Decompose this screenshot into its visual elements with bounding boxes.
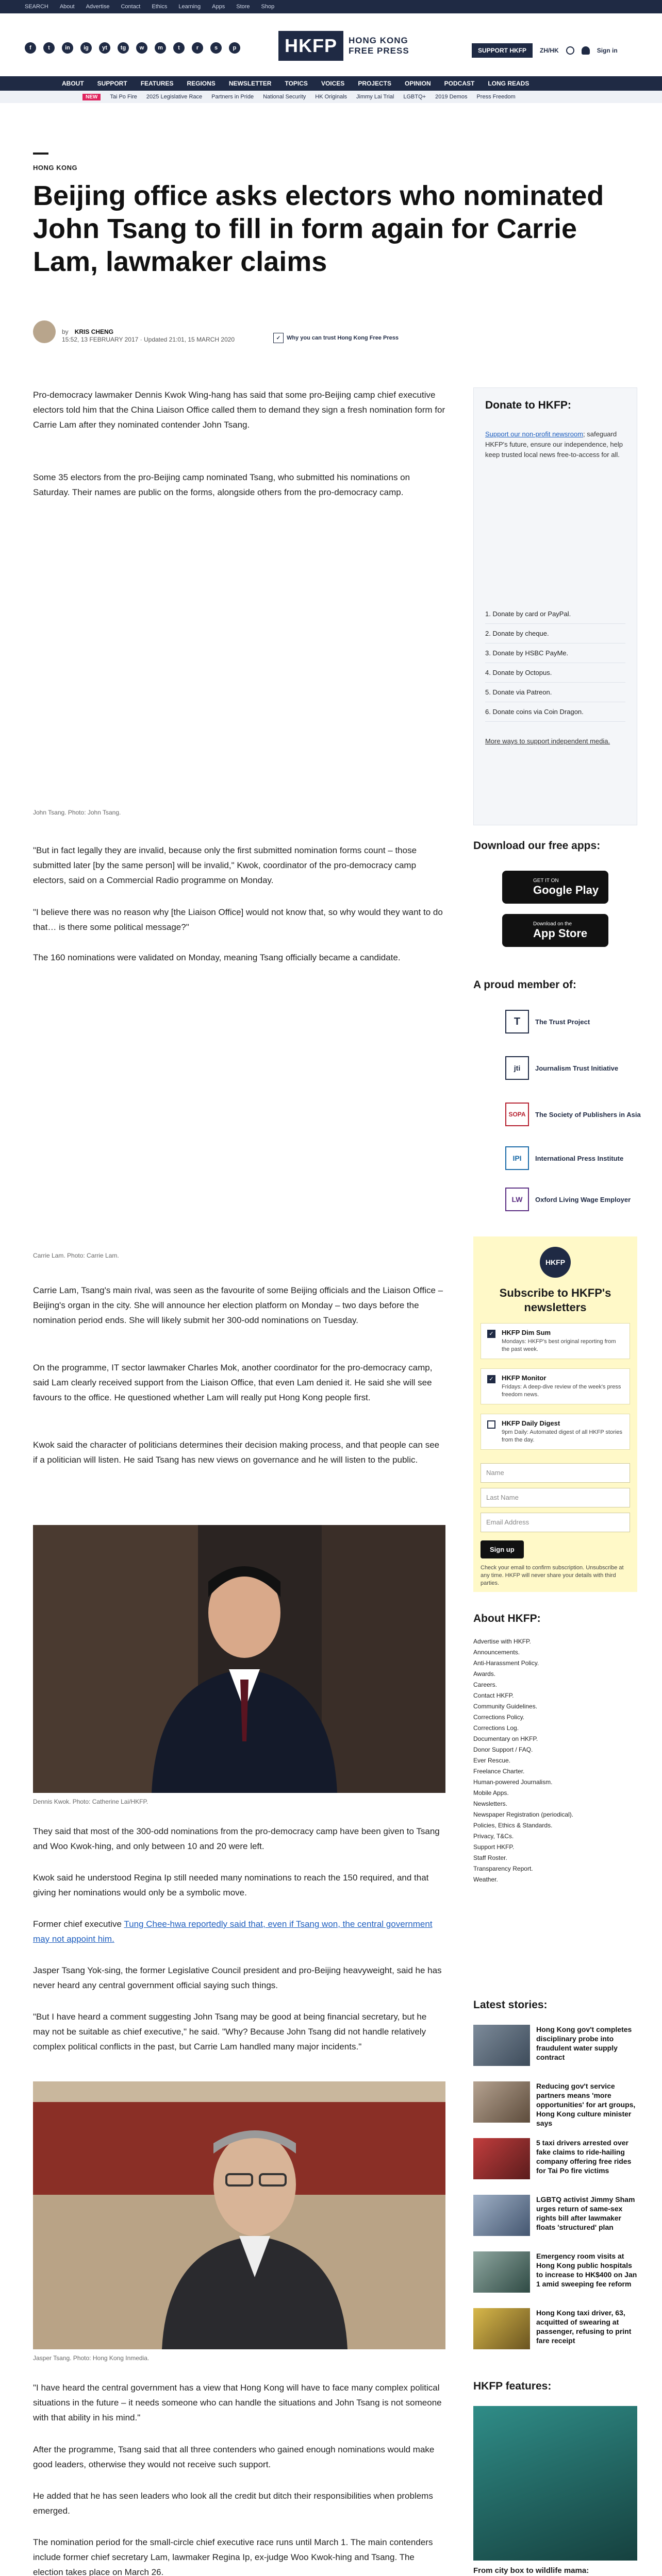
- learning-link[interactable]: Learning: [178, 4, 201, 10]
- story-thumbnail: [473, 2138, 530, 2179]
- new-badge: NEW: [82, 94, 101, 100]
- x-icon[interactable]: t: [43, 42, 55, 54]
- photo-john-tsang: [33, 520, 445, 799]
- ethics-link[interactable]: Ethics: [152, 4, 168, 10]
- sign-up-button[interactable]: Sign up: [481, 1540, 524, 1558]
- checkbox-unchecked-icon: [487, 1420, 495, 1429]
- about-link[interactable]: Donor Support / FAQ.: [473, 1746, 533, 1753]
- apps-title: Download our free apps:: [473, 840, 601, 852]
- about-link[interactable]: Corrections Policy.: [473, 1714, 525, 1721]
- mastodon-icon[interactable]: m: [155, 42, 166, 54]
- more-ways-link[interactable]: More ways to support independent media.: [485, 737, 610, 745]
- nav-support[interactable]: SUPPORT: [97, 80, 127, 87]
- feature-headline[interactable]: From city box to wildlife mama:: [473, 2566, 589, 2575]
- language-switch[interactable]: ZH/HK: [540, 47, 559, 54]
- contact-link[interactable]: Contact: [121, 4, 141, 10]
- youtube-icon[interactable]: yt: [99, 42, 110, 54]
- story-thumbnail: [473, 2081, 530, 2123]
- donate-option[interactable]: 4. Donate by Octopus.: [485, 663, 625, 683]
- donate-sidebar-box: [473, 387, 637, 825]
- sign-in-link[interactable]: Sign in: [597, 47, 618, 54]
- article-paragraph: Kwok said the character of politicians determines their decision making process, and that people can see if a politician will listen. He said Tsang has new views on governance and he will listen to the public.: [33, 1440, 440, 1465]
- nav-projects[interactable]: PROJECTS: [358, 80, 391, 87]
- newsletter-option-dim-sum[interactable]: ✓ HKFP Dim Sum Mondays: HKFP's best original reporting from the past week.: [481, 1323, 630, 1359]
- story-thumbnail: [473, 2025, 530, 2066]
- latest-story[interactable]: Hong Kong gov't completes disciplinary probe into fraudulent water supply contract: [473, 2025, 637, 2074]
- photo-dennis-kwok: [33, 1525, 445, 1793]
- about-link[interactable]: Corrections Log.: [473, 1724, 519, 1732]
- member-trust-project[interactable]: T The Trust Project: [505, 1010, 590, 1033]
- member-sopa[interactable]: SOPA The Society of Publishers in Asia: [505, 1103, 641, 1126]
- trust-project-logo: T: [505, 1010, 529, 1033]
- tung-chee-hwa-link[interactable]: Tung Chee-hwa reportedly said that, even if Tsang won, the central government may not appoint him.: [33, 1919, 433, 1944]
- donate-option[interactable]: 3. Donate by HSBC PayMe.: [485, 643, 625, 663]
- social-icons: [25, 42, 240, 54]
- article-paragraph: The nomination period for the small-circle chief executive race runs until March 1. The main contenders include former chief secretary Lam, lawmaker Regina Ip, ex-judge Woo Kwok-hing and Tsang. The election takes place on March 26.: [33, 2537, 433, 2576]
- latest-story[interactable]: Hong Kong taxi driver, 63, acquitted of swearing at passenger, refusing to print fare receipt: [473, 2308, 637, 2358]
- article-paragraph: Jasper Tsang Yok-sing, the former Legislative Council president and pro-Beijing heavyweight, said he has never heard any central government official saying such things.: [33, 1965, 442, 1990]
- whatsapp-icon[interactable]: w: [136, 42, 147, 54]
- article-paragraph: "I believe there was no reason why [the Liaison Office] would not know that, so why would they want to do that… is there some political message?": [33, 907, 443, 932]
- trending-link[interactable]: Tai Po Fire: [110, 94, 137, 100]
- checkbox-checked-icon: ✓: [487, 1375, 495, 1383]
- nav-newsletter[interactable]: NEWSLETTER: [228, 80, 272, 87]
- photo-caption: Jasper Tsang. Photo: Hong Kong Inmedia.: [33, 2354, 150, 2362]
- jti-logo: jti: [505, 1056, 529, 1080]
- about-link[interactable]: Weather.: [473, 1876, 498, 1883]
- logo-words: HONG KONG FREE PRESS: [349, 36, 409, 56]
- hkfp-badge-icon: HKFP: [540, 1247, 571, 1278]
- article-paragraph: Some 35 electors from the pro-Beijing camp nominated Tsang, who submitted his nominations on Saturday. Their names are public on the forms, alongside others from the pro-democracy camp.: [33, 472, 410, 497]
- article-title: Beijing office asks electors who nominated John Tsang to fill in form again for Carrie Lam, lawmaker claims: [33, 180, 604, 277]
- article-paragraph: After the programme, Tsang said that all three contenders who gained enough nominations would make good leaders, otherwise they would not receive such support.: [33, 2445, 435, 2469]
- user-icon[interactable]: [582, 46, 590, 55]
- trust-icon: ✓: [273, 333, 284, 343]
- article-paragraph: Carrie Lam, Tsang's main rival, was seen as the favourite of some Beijing officials and the Liaison Office – Beijing's organ in the city. She will announce her election platform on Monday – two days before the nomination period ends. She will likely submit her 300-odd nominations on Tuesday.: [33, 1285, 443, 1325]
- donate-title: Donate to HKFP:: [485, 399, 571, 411]
- latest-story[interactable]: Reducing gov't service partners means 'more opportunities' for art groups, Hong Kong culture minister says: [473, 2081, 637, 2131]
- features-title: HKFP features:: [473, 2380, 552, 2392]
- about-link[interactable]: Human-powered Journalism.: [473, 1778, 553, 1786]
- threads-icon[interactable]: t: [173, 42, 185, 54]
- nav-about[interactable]: ABOUT: [62, 80, 84, 87]
- support-hkfp-button[interactable]: SUPPORT HKFP: [472, 43, 533, 58]
- article-paragraph: Kwok said he understood Regina Ip still needed many nominations to reach the 150 required, and that giving her nominations would only be a symbolic move.: [33, 1873, 429, 1897]
- non-profit-link[interactable]: Support our non-profit newsroom: [485, 430, 584, 438]
- article-paragraph: "But I have heard a comment suggesting John Tsang may be good at being financial secretary, but he may not be suitable as chief executive," he said. "Why? Because John Tsang did not handle relatively complex political conflicts in the past, but Carrie Lam handled many major incidents.": [33, 2012, 427, 2052]
- donate-option[interactable]: 2. Donate by cheque.: [485, 624, 625, 643]
- about-link[interactable]: Transparency Report.: [473, 1865, 533, 1872]
- trending-link[interactable]: 2019 Demos: [435, 94, 468, 100]
- story-thumbnail: [473, 2195, 530, 2236]
- top-utility-bar: [0, 0, 662, 13]
- nav-voices[interactable]: VOICES: [321, 80, 345, 87]
- article-paragraph: They said that most of the 300-odd nominations from the pro-democracy camp have been given to Tsang and Woo Kwok-hing, and only between 10 and 20 were left.: [33, 1826, 440, 1851]
- nav-opinion[interactable]: OPINION: [405, 80, 431, 87]
- byline-prefix: by: [62, 328, 69, 335]
- store-link[interactable]: Store: [236, 4, 250, 10]
- name-input[interactable]: Name: [481, 1463, 630, 1483]
- member-living-wage[interactable]: LW Oxford Living Wage Employer: [505, 1188, 631, 1211]
- main-nav: [0, 76, 662, 91]
- latest-story[interactable]: Emergency room visits at Hong Kong public hospitals to increase to HK$400 on Jan 1 amid sweeping fee reform: [473, 2251, 637, 2301]
- byline: [33, 320, 235, 343]
- photo-caption: John Tsang. Photo: John Tsang.: [33, 809, 121, 816]
- telegram-icon[interactable]: tg: [118, 42, 129, 54]
- donate-intro: Support our non-profit newsroom; safeguard HKFP's future, ensure our independence, help keep trusted local news free-to-access for all.: [485, 430, 623, 459]
- about-link[interactable]: Support HKFP.: [473, 1843, 515, 1851]
- photo-caption: Dennis Kwok. Photo: Catherine Lai/HKFP.: [33, 1798, 148, 1805]
- trust-link[interactable]: [273, 333, 399, 343]
- facebook-icon[interactable]: f: [25, 42, 36, 54]
- donate-option[interactable]: 5. Donate via Patreon.: [485, 683, 625, 702]
- latest-story[interactable]: 5 taxi drivers arrested over fake claims to ride-hailing company offering free rides for Tai Po fire victims: [473, 2138, 637, 2188]
- trust-label: Why you can trust Hong Kong Free Press: [287, 335, 399, 341]
- trending-link[interactable]: LGBTQ+: [403, 94, 426, 100]
- apps-link[interactable]: Apps: [212, 4, 225, 10]
- about-link[interactable]: Mobile Apps.: [473, 1789, 509, 1797]
- ipi-logo: IPI: [505, 1146, 529, 1170]
- trending-link[interactable]: Jimmy Lai Trial: [356, 94, 394, 100]
- about-title: About HKFP:: [473, 1613, 541, 1624]
- newsletter-option-digest[interactable]: HKFP Daily Digest 9pm Daily: Automated digest of all HKFP stories from the day.: [481, 1414, 630, 1450]
- search-link[interactable]: SEARCH: [25, 4, 48, 10]
- rss-icon[interactable]: r: [192, 42, 203, 54]
- photo-jasper-tsang: [33, 2081, 445, 2349]
- article-paragraph: "But in fact legally they are invalid, because only the first submitted nomination forms count – those submitted later [by the same person] will be invalid," Kwok, coordinator of the pro-democracy camp electors, said on a Commercial Radio programme on Monday.: [33, 845, 417, 885]
- author-avatar: [33, 320, 56, 343]
- newsletter-option-monitor[interactable]: ✓ HKFP Monitor Fridays: A deep-dive review of the week's press freedom news.: [481, 1368, 630, 1404]
- google-play-badge[interactable]: GET IT ON Google Play: [502, 871, 608, 904]
- about-link[interactable]: Newspaper Registration (periodical).: [473, 1811, 574, 1818]
- about-link[interactable]: Contact HKFP.: [473, 1692, 514, 1699]
- about-link[interactable]: Ever Rescue.: [473, 1757, 511, 1764]
- member-jti[interactable]: jti Journalism Trust Initiative: [505, 1056, 618, 1080]
- story-thumbnail: [473, 2251, 530, 2293]
- about-link[interactable]: Policies, Ethics & Standards.: [473, 1822, 553, 1829]
- about-link[interactable]: Awards.: [473, 1670, 496, 1677]
- instagram-icon[interactable]: ig: [80, 42, 92, 54]
- site-logo[interactable]: [278, 31, 409, 61]
- about-link[interactable]: Anti-Harassment Policy.: [473, 1659, 539, 1667]
- linkedin-icon[interactable]: in: [62, 42, 73, 54]
- checkbox-checked-icon: ✓: [487, 1330, 495, 1338]
- article-paragraph: Former chief executive Tung Chee-hwa reportedly said that, even if Tsang won, the central government may not appoint him.: [33, 1919, 433, 1944]
- article-paragraph: He added that he has seen leaders who look all the credit but ditch their responsibilities when problems emerged.: [33, 2491, 433, 2516]
- member-title: A proud member of:: [473, 979, 576, 991]
- substack-icon[interactable]: s: [210, 42, 222, 54]
- trending-bar: [0, 91, 662, 103]
- about-link[interactable]: Staff Roster.: [473, 1854, 507, 1861]
- nav-regions[interactable]: REGIONS: [187, 80, 216, 87]
- donate-options: [485, 604, 625, 722]
- about-link[interactable]: Documentary on HKFP.: [473, 1735, 538, 1742]
- latest-title: Latest stories:: [473, 1999, 548, 2011]
- member-ipi[interactable]: IPI International Press Institute: [505, 1146, 623, 1170]
- about-links: [473, 1636, 637, 1885]
- app-store-badge[interactable]: Download on the App Store: [502, 914, 608, 947]
- article-paragraph: The 160 nominations were validated on Monday, meaning Tsang officially became a candidate.: [33, 953, 401, 962]
- photo-caption: Carrie Lam. Photo: Carrie Lam.: [33, 1252, 119, 1259]
- about-link[interactable]: Announcements.: [473, 1649, 520, 1656]
- about-link[interactable]: Privacy, T&Cs.: [473, 1833, 514, 1840]
- nav-topics[interactable]: TOPICS: [285, 80, 308, 87]
- feature-image[interactable]: [473, 2406, 637, 2561]
- sopa-logo: SOPA: [505, 1103, 529, 1126]
- trending-link[interactable]: Press Freedom: [476, 94, 516, 100]
- newsletter-footnote: Check your email to confirm subscription. Unsubscribe at any time. HKFP will never share your details with third parties.: [481, 1565, 624, 1586]
- living-wage-logo: LW: [505, 1188, 529, 1211]
- about-link[interactable]: Newsletters.: [473, 1800, 508, 1807]
- trending-link[interactable]: HK Originals: [315, 94, 347, 100]
- trending-link[interactable]: National Security: [263, 94, 306, 100]
- search-icon[interactable]: [566, 46, 574, 55]
- latest-story[interactable]: LGBTQ activist Jimmy Sham urges return of same-sex rights bill after lawmaker floats 'structured' plan: [473, 2195, 637, 2244]
- title-accent-bar: [33, 152, 48, 155]
- portrait-illustration: [33, 2081, 445, 2349]
- article-paragraph: On the programme, IT sector lawmaker Charles Mok, another coordinator for the pro-democracy camp, said Lam clearly received support from the Liaison Office, that even Lam denied it. He said she will see favours to the office. He questioned whether Lam will really put Hong Kong people first.: [33, 1363, 433, 1402]
- article-paragraph: "I have heard the central government has a view that Hong Kong will have to face many complex political situations in the future – it needs someone who can handle the situations and John Tsang is not someone with that ability in his mind.": [33, 2383, 442, 2422]
- donate-option[interactable]: 6. Donate coins via Coin Dragon.: [485, 702, 625, 722]
- trending-link[interactable]: Partners in Pride: [211, 94, 254, 100]
- photo-carrie-lam: [33, 989, 445, 1247]
- email-input[interactable]: Email Address: [481, 1513, 630, 1532]
- publish-date: 15:52, 13 FEBRUARY 2017 · Updated 21:01, 15 MARCH 2020: [62, 336, 235, 343]
- trending-link[interactable]: 2025 Legislative Race: [146, 94, 203, 100]
- nav-features[interactable]: FEATURES: [140, 80, 174, 87]
- about-link[interactable]: Community Guidelines.: [473, 1703, 538, 1710]
- site-header: [0, 13, 662, 76]
- shop-link[interactable]: Shop: [261, 4, 275, 10]
- patreon-icon[interactable]: p: [229, 42, 240, 54]
- about-link[interactable]: About: [59, 4, 75, 10]
- section-label[interactable]: HONG KONG: [33, 164, 78, 172]
- donate-option[interactable]: 1. Donate by card or PayPal.: [485, 604, 625, 624]
- logo-mark: HKFP: [278, 31, 343, 61]
- nav-podcast[interactable]: PODCAST: [444, 80, 475, 87]
- last-name-input[interactable]: Last Name: [481, 1488, 630, 1507]
- about-link[interactable]: Careers.: [473, 1681, 498, 1688]
- advertise-link[interactable]: Advertise: [86, 4, 110, 10]
- nav-long-reads[interactable]: LONG READS: [488, 80, 529, 87]
- newsletter-title: Subscribe to HKFP's newsletters: [499, 1286, 611, 1314]
- story-thumbnail: [473, 2308, 530, 2349]
- about-link[interactable]: Advertise with HKFP.: [473, 1638, 531, 1645]
- portrait-illustration: [33, 1525, 445, 1793]
- about-link[interactable]: Freelance Charter.: [473, 1768, 525, 1775]
- header-actions: [472, 43, 618, 58]
- newsletter-signup: [473, 1236, 637, 1592]
- author-name[interactable]: KRIS CHENG: [74, 328, 114, 335]
- article-paragraph: Pro-democracy lawmaker Dennis Kwok Wing-hang has said that some pro-Beijing camp chief executive electors told him that the China Liaison Office called them to demand they sign a fresh nomination form for Carrie Lam after they nominated contender John Tsang.: [33, 390, 445, 430]
